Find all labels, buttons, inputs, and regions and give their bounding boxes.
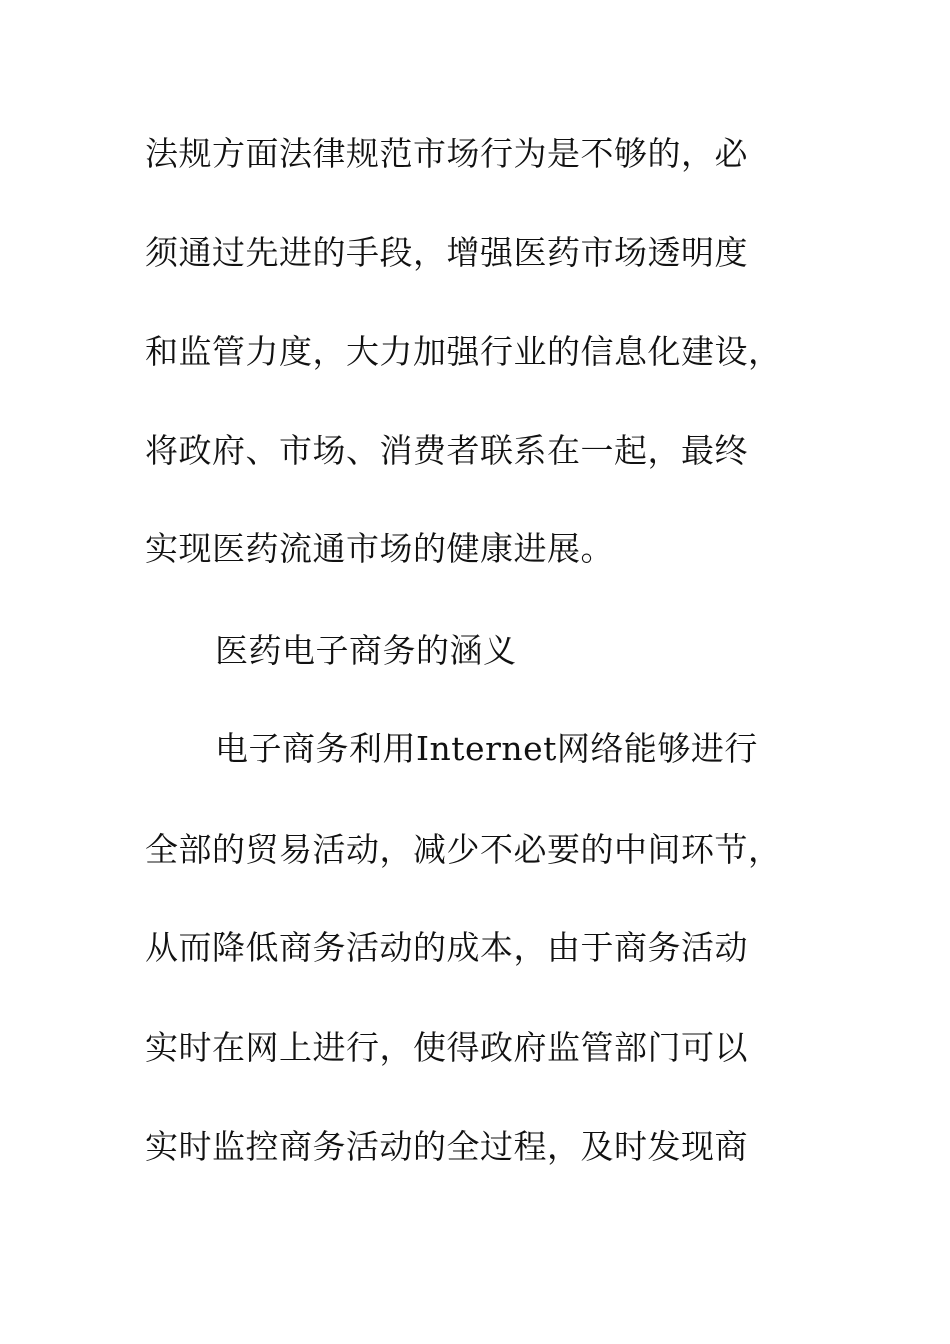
paragraph-line: 将政府、市场、消费者联系在一起，最终 — [145, 431, 748, 470]
paragraph-line: 实现医药流通市场的健康进展。 — [145, 529, 614, 568]
paragraph-line: 法规方面法律规范市场行为是不够的，必 — [145, 134, 748, 173]
section-heading: 医药电子商务的涵义 — [215, 631, 517, 670]
paragraph-line: 须通过先进的手段，增强医药市场透明度 — [145, 233, 748, 272]
paragraph-line: 和监管力度，大力加强行业的信息化建设， — [145, 332, 782, 371]
paragraph-line: 电子商务利用Internet网络能够进行 — [215, 729, 758, 768]
paragraph-line: 全部的贸易活动，减少不必要的中间环节， — [145, 830, 782, 869]
paragraph-line: 从而降低商务活动的成本，由于商务活动 — [145, 928, 748, 967]
paragraph-line: 实时在网上进行，使得政府监管部门可以 — [145, 1028, 748, 1067]
paragraph-line: 实时监控商务活动的全过程，及时发现商 — [145, 1127, 748, 1166]
